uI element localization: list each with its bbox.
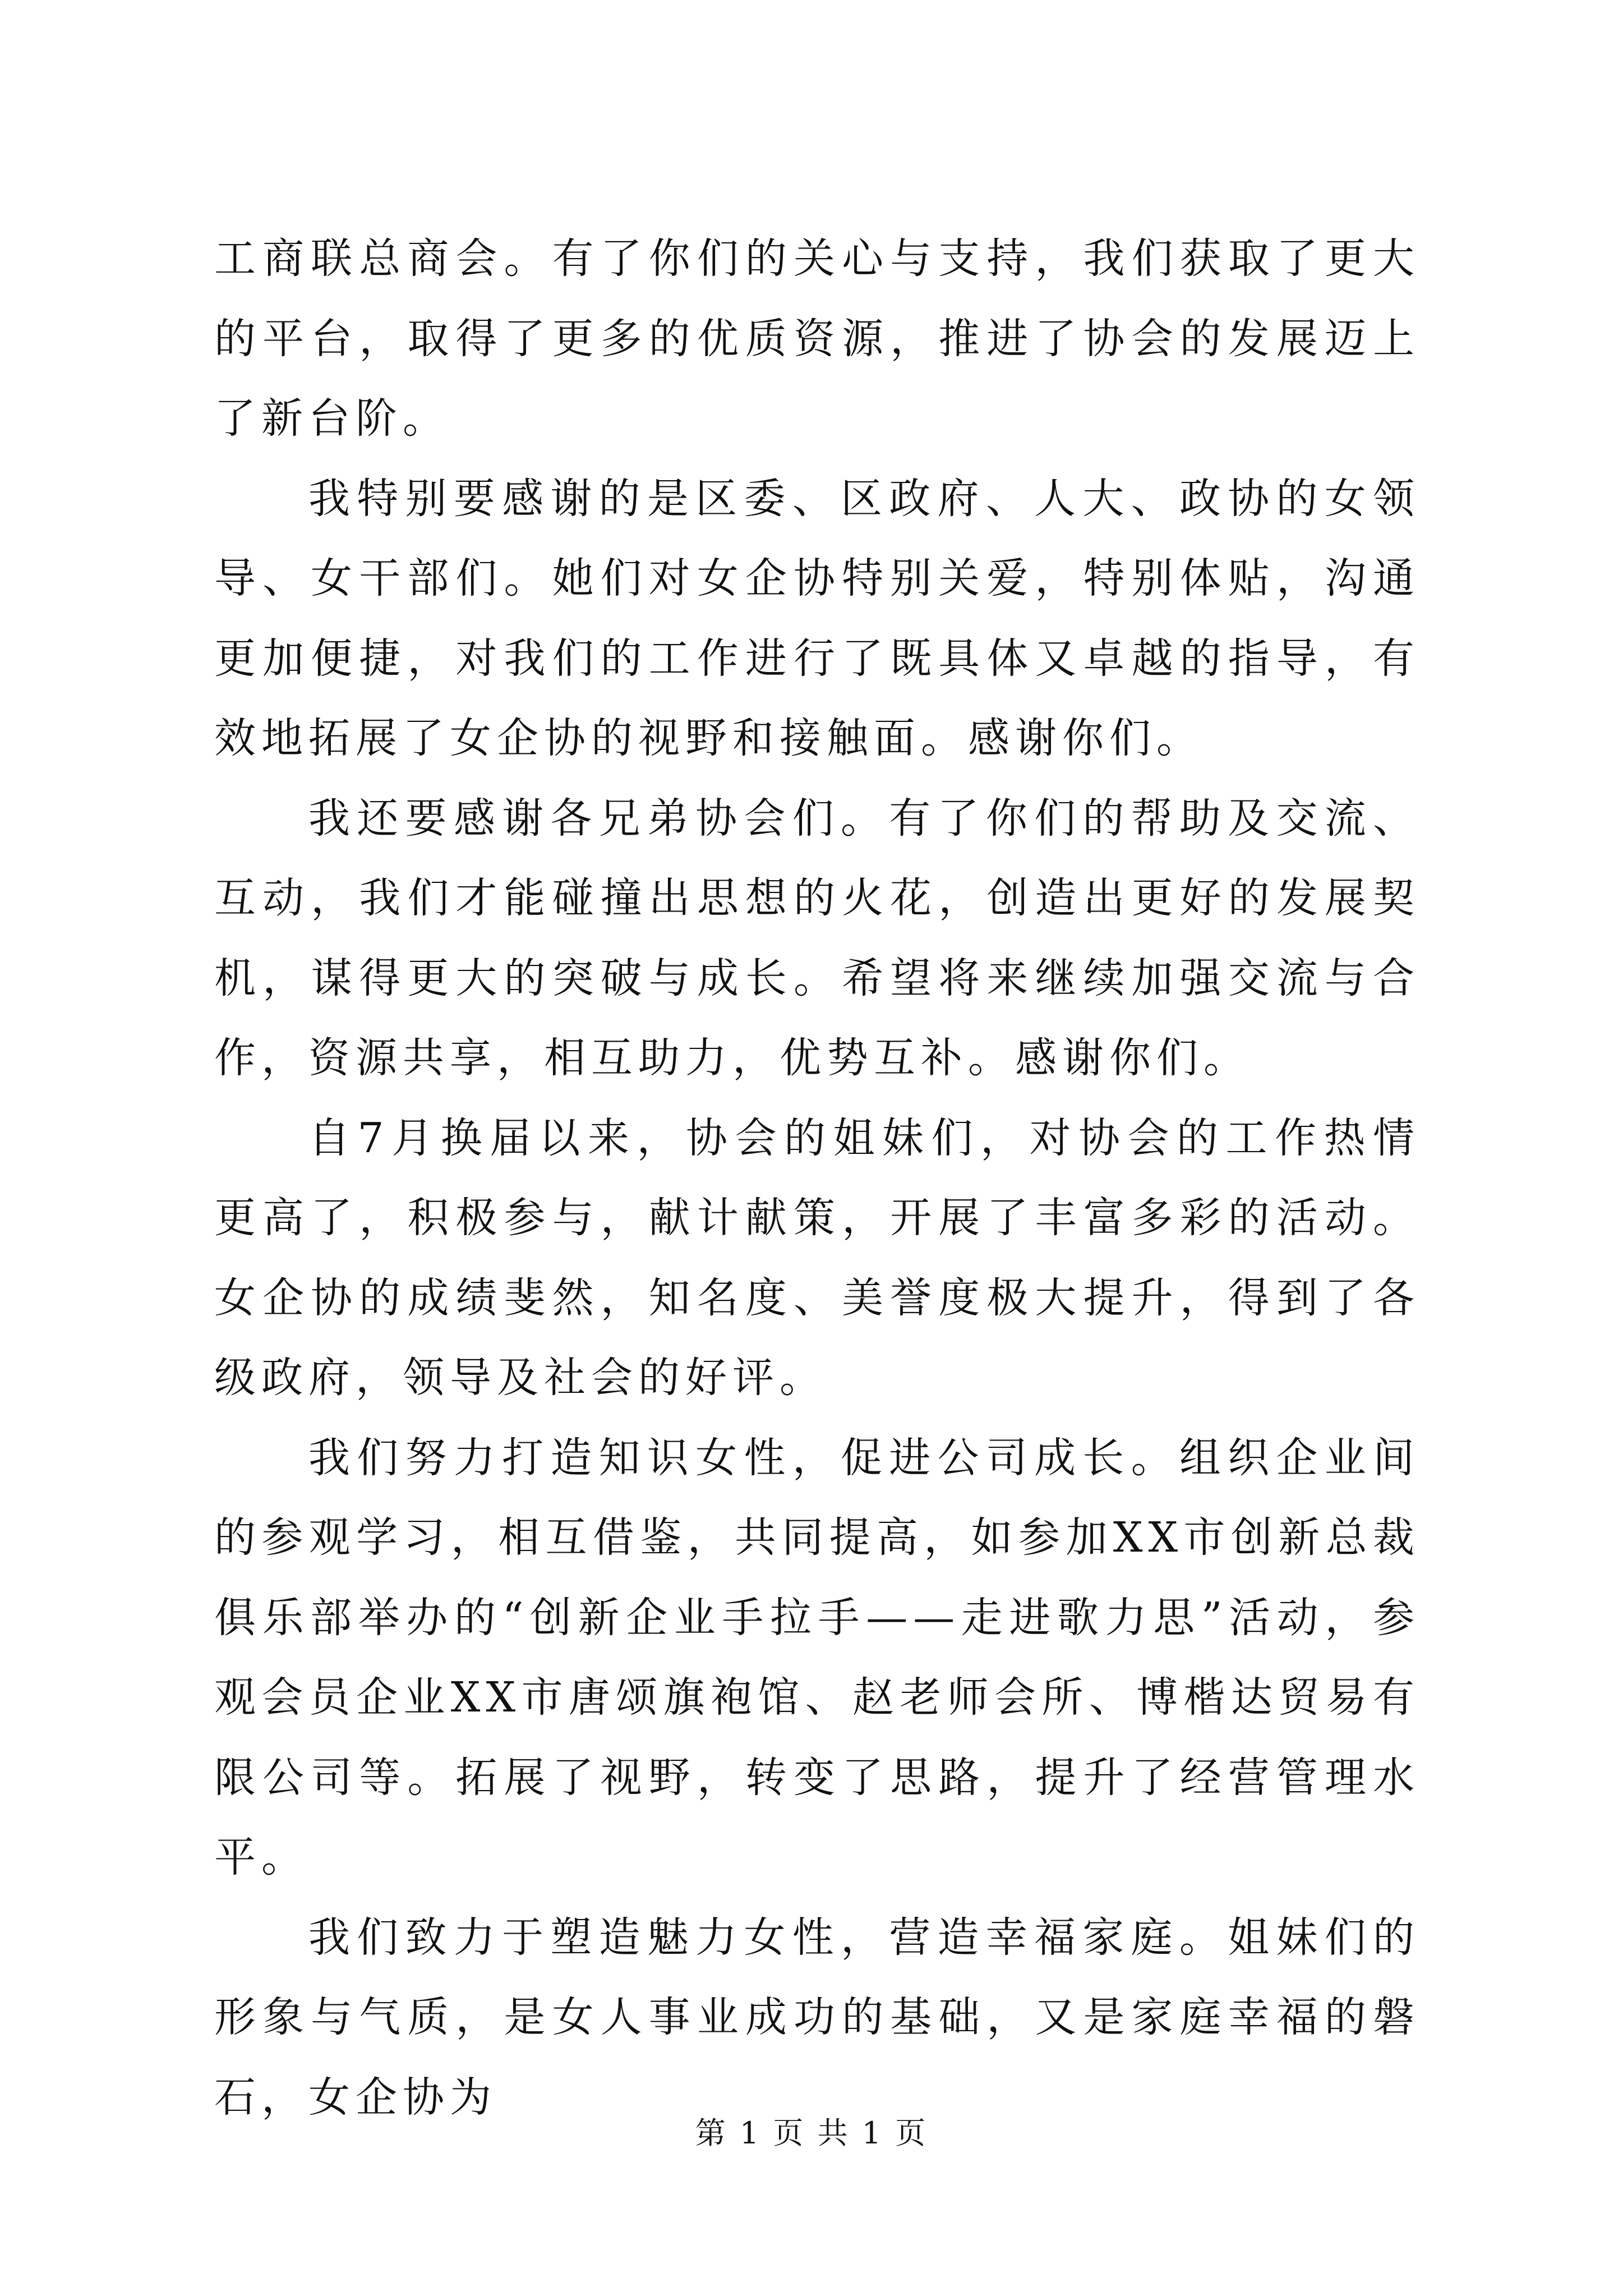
page-number-footer: 第 1 页 共 1 页 bbox=[695, 2115, 928, 2151]
paragraph-continuation: 工商联总商会。有了你们的关心与支持，我们获取了更大的平台，取得了更多的优质资源，推进了协会的发展迈上了新台阶。 bbox=[214, 234, 1420, 443]
paragraph-since-july: 自7月换届以来，协会的姐妹们，对协会的工作热情更高了，积极参与，献计献策，开展了丰富多彩的活动。女企协的成绩斐然，知名度、美誉度极大提升，得到了各级政府，领导及社会的好评。 bbox=[214, 1114, 1420, 1402]
paragraph-thanks-associations: 我还要感谢各兄弟协会们。有了你们的帮助及交流、互动，我们才能碰撞出思想的火花，创造出更好的发展契机，谋得更大的突破与成长。希望将来继续加强交流与合作，资源共享，相互助力，优势互补。感谢你们。 bbox=[214, 794, 1420, 1082]
paragraph-thanks-leaders: 我特别要感谢的是区委、区政府、人大、政协的女领导、女干部们。她们对女企协特别关爱，特别体贴，沟通更加便捷，对我们的工作进行了既具体又卓越的指导，有效地拓展了女企协的视野和接触面。感谢你们。 bbox=[214, 474, 1420, 762]
paragraph-charming-women: 我们致力于塑造魅力女性，营造幸福家庭。姐妹们的形象与气质，是女人事业成功的基础，又是家庭幸福的磐石，女企协为 bbox=[214, 1913, 1420, 2122]
document-body bbox=[214, 219, 1420, 2137]
paragraph-knowledge-women: 我们努力打造知识女性，促进公司成长。组织企业间的参观学习，相互借鉴，共同提高，如参加XX市创新总裁俱乐部举办的“创新企业手拉手——走进歌力思”活动，参观会员企业XX市唐颂旗袍馆、赵老师会所、博楷达贸易有限公司等。拓展了视野，转变了思路，提升了经营管理水平。 bbox=[214, 1433, 1420, 1881]
